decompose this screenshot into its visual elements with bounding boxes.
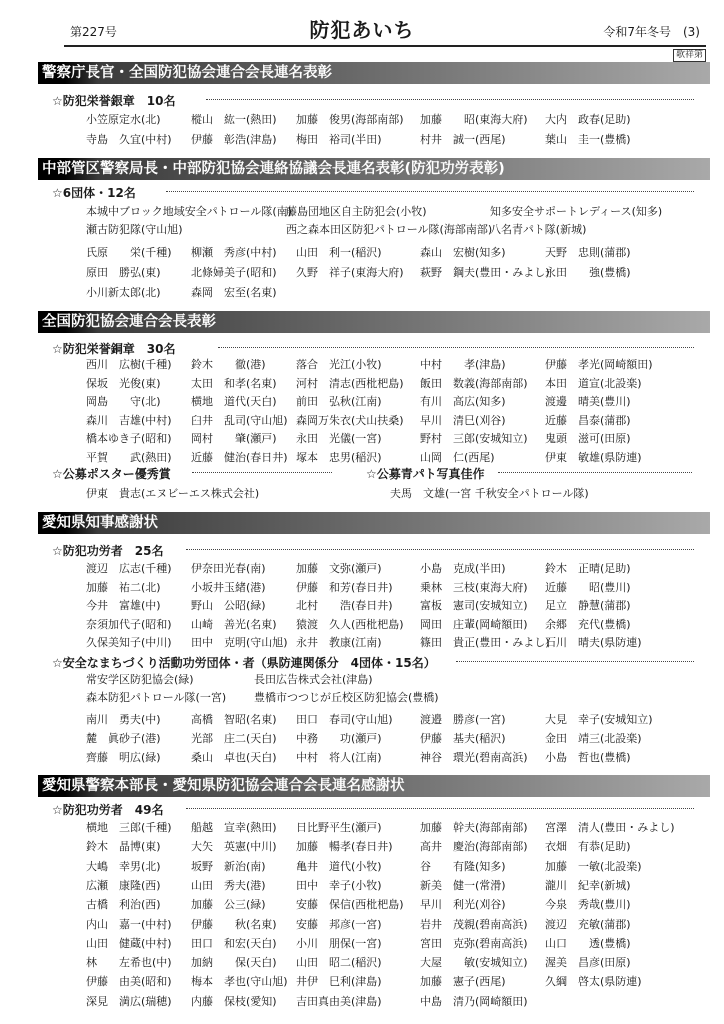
section-banner-1: 警察庁長官・全国防犯協会連合会長連名表彰 [38,62,710,84]
dotted-leader [206,99,694,100]
name-entry: 新美 健一(常滑) [420,878,506,892]
award-label-1: ☆防犯栄誉銀章 10名 [52,94,176,108]
name-entry: 加藤 幹夫(海部南部) [420,821,528,834]
name-entry: 長田広告株式会社(津島) [254,673,373,686]
name-entry: 岡田 庄輩(岡崎額田) [420,617,528,631]
poster-award-label: ☆公募ポスター優秀賞 [52,467,171,481]
name-entry: 小川 朋保(一宮) [296,936,382,950]
name-entry: 篠田 貴正(豊田・みよし) [420,636,550,650]
name-entry: 鈴木 正晴(足助) [545,562,631,575]
name-entry: 加藤 一敏(北設楽) [545,859,642,873]
name-entry: 瀬古防犯隊(守山旭) [86,223,183,236]
name-entry: 本田 道宣(北設楽) [545,376,642,390]
name-entry: 伊藤 秋(名東) [191,917,277,931]
name-entry: 小川新太郎(北) [86,286,161,299]
group-award-label: ☆安全なまちづくり活動功労団体・者（県防連関係分 4団体・15名） [52,656,436,670]
name-entry: 加藤 憲子(西尾) [420,975,506,989]
name-entry: 中村 孝(津島) [420,358,506,371]
name-entry: 大矢 英憲(中川) [191,840,277,854]
name-entry: 田口 春司(守山旭) [296,713,393,726]
name-entry: 北村 浩(春日井) [296,599,393,613]
name-entry: 落合 光江(小牧) [296,358,382,371]
name-entry: 内山 嘉一(中村) [86,917,172,931]
name-entry: 岡村 肇(瀬戸) [191,432,277,446]
name-entry: 山田 秀夫(港) [191,878,266,892]
name-entry: 広瀬 康隆(西) [86,878,161,892]
name-entry: 大屋 敏(安城知立) [420,956,528,970]
name-entry: 石川 晴夫(県防連) [545,636,642,650]
name-entry: 山口 透(豊橋) [545,936,631,950]
name-entry: 余郷 充代(豊橋) [545,617,631,631]
name-entry: 近藤 健治(春日井) [191,451,288,464]
name-entry: 飯田 数義(海部南部) [420,376,528,390]
award-label-2: ☆6団体・12名 [52,186,136,200]
name-entry: 鬼頭 滋可(田原) [545,432,631,446]
dotted-leader [186,808,694,809]
name-entry: 中村 将人(江南) [296,751,382,764]
name-entry: 大見 幸子(安城知立) [545,713,653,726]
photo-winner: 夫馬 文雄(一宮 千秋安全パトロール隊) [390,487,589,500]
name-entry: 久保美知子(中川) [86,636,172,650]
name-entry: 伊奈田光春(南) [191,562,266,575]
name-entry: 近藤 昌泰(蒲郡) [545,413,631,427]
name-entry: 山田 昭二(稲沢) [296,956,382,970]
name-entry: 岩井 茂親(碧南高浜) [420,917,528,931]
name-entry: 加藤 暢孝(春日井) [296,840,393,854]
section-banner-4: 愛知県知事感謝状 [38,512,710,534]
name-entry: 知多安全サポートレディース(知多) [490,205,663,218]
name-entry: 八名青パト隊(新城) [490,223,587,236]
name-entry: 今井 富雄(中) [86,599,161,613]
name-entry: 宮澤 清人(豊田・みよし) [545,821,675,834]
corner-tag: 歌祥第 [673,49,706,62]
name-entry: 森岡万朱衣(犬山扶桑) [296,413,404,427]
name-entry: 北條婦美子(昭和) [191,266,277,279]
name-entry: 原田 勝弘(東) [86,266,161,279]
name-entry: 柳瀬 秀彦(中村) [191,246,277,259]
name-entry: 鈴木 晶博(東) [86,840,161,854]
award-label-4: ☆防犯功労者 25名 [52,544,164,558]
name-entry: 亀井 道代(小牧) [296,859,382,873]
poster-winner: 伊東 貴志(エヌビーエス株式会社) [86,487,260,500]
name-entry: 森山 宏樹(知多) [420,246,506,259]
name-entry: 森本防犯パトロール隊(一宮) [86,691,227,704]
name-entry: 小島 哲也(豊橋) [545,751,631,764]
name-entry: 加藤 公三(緑) [191,898,266,912]
name-entry: 横地 道代(天白) [191,395,277,409]
masthead [0,14,724,44]
name-entry: 山岡 仁(西尾) [420,451,495,464]
dotted-leader [218,347,694,348]
name-entry: 安藤 保信(西枇杷島) [296,898,404,912]
name-entry: 河村 清志(西枇杷島) [296,376,404,390]
name-entry: 大嶋 幸男(北) [86,859,161,873]
name-entry: 平賀 武(熱田) [86,451,172,464]
name-entry: 加藤 俊男(海部南部) [296,113,404,126]
name-entry: 古橋 利治(西) [86,898,161,912]
name-entry: 伊東 敏雄(県防連) [545,451,642,464]
name-entry: 永井 教康(江南) [296,636,382,650]
name-entry: 渡邉 勝彦(一宮) [420,713,506,726]
dotted-leader [166,191,694,192]
name-entry: 寺島 久宜(中村) [86,133,172,146]
name-entry: 伊藤 由美(昭和) [86,975,172,989]
name-entry: 西川 広樹(千種) [86,358,172,371]
name-entry: 吉田真由美(津島) [296,994,382,1008]
name-entry: 谷 有隆(知多) [420,859,506,873]
name-entry: 梅本 孝也(守山旭) [191,975,288,989]
name-entry: 麓 眞砂子(港) [86,732,161,745]
name-entry: 加藤 昭(東海大府) [420,113,528,126]
section-banner-5: 愛知県警察本部長・愛知県防犯協会連合会長連名感謝状 [38,775,710,797]
name-entry: 有川 高広(知多) [420,395,506,409]
name-entry: 高橋 智昭(名東) [191,713,277,726]
name-entry: 船越 宣幸(熱田) [191,821,277,834]
name-entry: 橋本ゆき子(昭和) [86,432,172,446]
name-entry: 久綱 啓太(県防連) [545,975,642,989]
section-banner-3: 全国防犯協会連合会長表彰 [38,311,710,333]
name-entry: 樅山 紘一(熱田) [191,113,277,126]
name-entry: 渡邊 晴美(豊川) [545,395,631,409]
name-entry: 日比野平生(瀬戸) [296,821,382,834]
name-entry: 井伊 巳利(津島) [296,975,382,989]
dotted-leader [498,472,692,473]
name-entry: 田中 幸子(小牧) [296,878,382,892]
name-entry: 南川 勇夫(中) [86,713,161,726]
award-label-5: ☆防犯功労者 49名 [52,803,164,817]
issue-number: 第227号 [70,25,117,39]
name-entry: 加藤 祐二(北) [86,580,161,594]
name-entry: 氏原 栄(千種) [86,246,172,259]
name-entry: 安藤 邦彦(一宮) [296,917,382,931]
name-entry: 豊橋市つつじが丘校区防犯協会(豊橋) [254,691,439,704]
name-entry: 常安学区防犯協会(緑) [86,673,194,686]
name-entry: 小坂井玉緒(港) [191,580,266,594]
name-entry: 森岡 宏至(名東) [191,286,277,299]
name-entry: 早川 利光(刈谷) [420,898,506,912]
name-entry: 加納 保(天白) [191,956,277,970]
name-entry: 小島 克成(半田) [420,562,506,575]
name-entry: 天野 忠則(蒲郡) [545,246,631,259]
name-entry: 乗林 三枝(東海大府) [420,580,528,594]
name-entry: 山田 利一(稲沢) [296,246,382,259]
name-entry: 近藤 昭(豊川) [545,580,631,594]
name-entry: 齊藤 明広(緑) [86,751,161,764]
name-entry: 永田 強(豊橋) [545,266,631,279]
name-entry: 足立 静慧(蒲郡) [545,599,631,613]
name-entry: 伊藤 和芳(春日井) [296,580,393,594]
name-entry: 野村 三郎(安城知立) [420,432,528,446]
name-entry: 太田 和孝(名東) [191,376,277,390]
section-banner-2: 中部管区警察局長・中部防犯協会連絡協議会長連名表彰(防犯功労表彰) [38,158,710,180]
dotted-leader [456,661,694,662]
name-entry: 渡辺 充敏(蒲郡) [545,917,631,931]
name-entry: 高井 慶治(海部南部) [420,840,528,854]
name-entry: 西之森本田区防犯パトロール隊(海部南部) [286,223,493,236]
name-entry: 衣畑 有恭(足助) [545,840,631,854]
name-entry: 久野 祥子(東海大府) [296,266,404,279]
name-entry: 奈須加代子(昭和) [86,617,172,631]
name-entry: 中務 功(瀬戸) [296,732,382,745]
name-entry: 塚本 忠男(稲沢) [296,451,382,464]
name-entry: 岡島 守(北) [86,395,161,409]
name-entry: 坂野 新治(南) [191,859,266,873]
photo-award-label: ☆公募青パト写真佳作 [366,467,485,481]
name-entry: 山崎 善光(名東) [191,617,277,631]
name-entry: 宮田 克弥(碧南高浜) [420,936,528,950]
name-entry: 渥美 昌彦(田原) [545,956,631,970]
name-entry: 伊藤 彰浩(津島) [191,133,277,146]
name-entry: 伊藤 基夫(稲沢) [420,732,506,745]
name-entry: 山田 健蔵(中村) [86,936,172,950]
name-entry: 本城中ブロック地域安全パトロール隊(南) [86,205,292,218]
publication-title: 防犯あいち [309,18,415,42]
name-entry: 萩野 鋼夫(豊田・みよし) [420,266,550,279]
name-entry: 瀧川 紀幸(新城) [545,878,631,892]
name-entry: 今泉 秀哉(豊川) [545,898,631,912]
name-entry: 保坂 光俊(東) [86,376,161,390]
award-label-3: ☆防犯栄誉銅章 30名 [52,342,176,356]
name-entry: 葉山 圭一(豊橋) [545,133,631,146]
name-entry: 深見 満広(瑞穂) [86,994,172,1008]
dotted-leader [192,472,332,473]
name-entry: 富板 憲司(安城知立) [420,599,528,613]
name-entry: 田中 克明(守山旭) [191,636,288,650]
name-entry: 田口 和宏(天白) [191,936,277,950]
name-entry: 金田 靖三(北設楽) [545,732,642,745]
name-entry: 鈴木 徹(港) [191,358,266,371]
name-entry: 梅田 裕司(半田) [296,133,382,146]
name-entry: 早川 清巳(刈谷) [420,413,506,427]
name-entry: 加藤 文弥(瀬戸) [296,562,382,575]
name-entry: 永田 光儀(一宮) [296,432,382,446]
name-entry: 内藤 保枝(愛知) [191,994,277,1008]
name-entry: 森川 吉雄(中村) [86,413,172,427]
name-entry: 神谷 環光(碧南高浜) [420,751,528,764]
name-entry: 野山 公昭(緑) [191,599,266,613]
name-entry: 小笠原定水(北) [86,113,161,126]
name-entry: 臼井 乱司(守山旭) [191,413,288,427]
name-entry: 林 左希也(中) [86,956,172,970]
name-entry: 光部 庄二(天白) [191,732,277,745]
name-entry: 中島 清乃(岡崎額田) [420,994,528,1008]
name-entry: 渡辺 広志(千種) [86,562,172,575]
name-entry: 伊藤 孝光(岡崎額田) [545,358,653,371]
name-entry: 村井 誠一(西尾) [420,133,506,146]
name-entry: 大内 政春(足助) [545,113,631,126]
name-entry: 桑山 卓也(天白) [191,751,277,764]
dotted-leader [186,549,694,550]
name-entry: 猿渡 久人(西枇杷島) [296,617,404,631]
header-rule [64,45,706,47]
name-entry: 前田 弘秋(江南) [296,395,382,409]
name-entry: 横地 三郎(千種) [86,821,172,834]
season-page: 令和7年冬号 (3) [603,25,700,39]
name-entry: 藤島団地区自主防犯会(小牧) [286,205,427,218]
